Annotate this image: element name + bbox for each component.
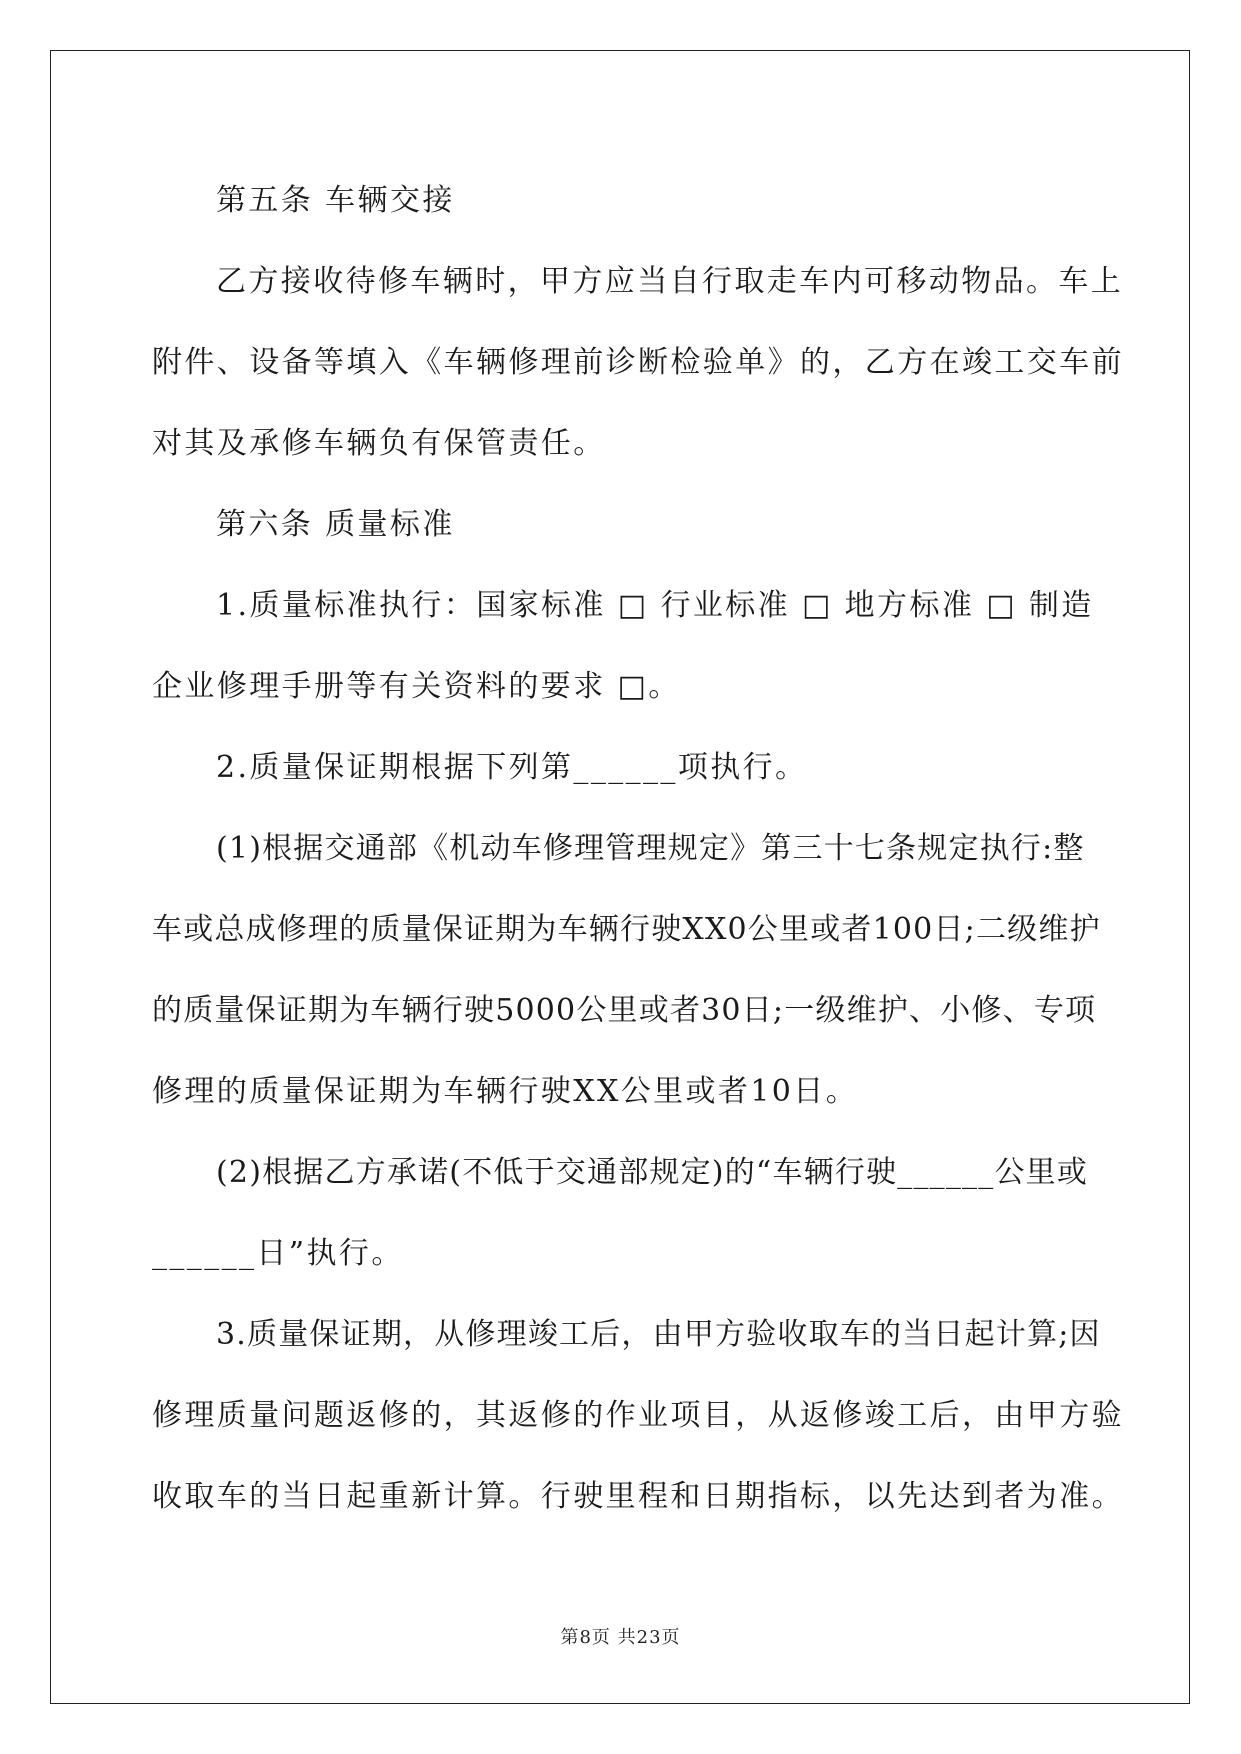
page-number-footer: 第8页 共23页 [560,1627,681,1648]
article-5-heading: 第五条 车辆交接 [216,183,455,218]
paragraph-line: 的质量保证期为车辆行驶5000公里或者30日;一级维护、小修、专项 [152,993,1097,1028]
paragraph-line: 乙方接收待修车辆时，甲方应当自行取走车内可移动物品。车上 [216,264,1124,299]
paragraph-line: 修理的质量保证期为车辆行驶XX公里或者10日。 [152,1074,859,1109]
paragraph-line: 收取车的当日起重新计算。行驶里程和日期指标，以先达到者为准。 [152,1479,1124,1514]
document-body [152,160,1124,1537]
article-6-heading: 第六条 质量标准 [216,507,455,542]
paragraph-line: 1.质量标准执行：国家标准 □ 行业标准 □ 地方标准 □ 制造 [216,588,1094,623]
paragraph-line: 车或总成修理的质量保证期为车辆行驶XX0公里或者100日;二级维护 [152,912,1101,947]
paragraph-line: 3.质量保证期，从修理竣工后，由甲方验收取车的当日起计算;因 [216,1317,1101,1352]
paragraph-line: 企业修理手册等有关资料的要求 □。 [152,669,681,704]
paragraph-line: 对其及承修车辆负有保管责任。 [152,426,606,461]
paragraph-line: 2.质量保证期根据下列第______项执行。 [216,750,808,785]
paragraph-line: (1)根据交通部《机动车修理管理规定》第三十七条规定执行:整 [216,831,1085,866]
paragraph-line: ______日”执行。 [152,1236,404,1271]
paragraph-line: 附件、设备等填入《车辆修理前诊断检验单》的，乙方在竣工交车前 [152,345,1124,380]
paragraph-line: 修理质量问题返修的，其返修的作业项目，从返修竣工后，由甲方验 [152,1398,1124,1433]
paragraph-line: (2)根据乙方承诺(不低于交通部规定)的“车辆行驶______公里或 [216,1155,1089,1190]
